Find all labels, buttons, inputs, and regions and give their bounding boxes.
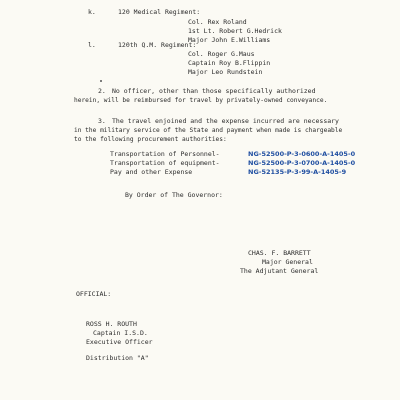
section-l-officer: Captain Roy B.Flippin	[188, 59, 271, 67]
authority-label: Transportation of Personnel-	[110, 150, 220, 158]
section-l-officer: Col. Roger G.Maus	[188, 50, 255, 58]
para-2-line: No officer, other than those specifically authorized	[112, 87, 316, 95]
official-title: Executive Officer	[86, 338, 153, 346]
section-k-officer: 1st Lt. Robert G.Hedrick	[188, 27, 282, 35]
official-name: ROSS H. ROUTH	[86, 320, 137, 328]
section-l-officer: Major Leo Rundstein	[188, 68, 263, 76]
order-line: By Order of The Governor:	[125, 191, 223, 199]
section-k-heading: 120 Medical Regiment:	[118, 8, 201, 16]
section-k-letter: k.	[88, 8, 96, 16]
para-3-number: 3.	[98, 117, 106, 125]
authority-code: NG-52500-P-3-0600-A-1405-0	[248, 150, 356, 158]
section-k-officer: Major John E.Williams	[188, 36, 271, 44]
signer-rank: Major General	[262, 258, 313, 266]
authority-code: NG-52135-P-3-99-A-1405-9	[248, 168, 347, 176]
distribution-line: Distribution "A"	[86, 354, 149, 362]
para-3-line: in the military service of the State and payment when made is chargeable	[74, 127, 343, 134]
para-3-line: The travel enjoined and the expense incurred are necessary	[112, 117, 339, 125]
signer-name: CHAS. F. BARRETT	[248, 249, 311, 257]
authority-label: Transportation of equipment-	[110, 159, 220, 167]
signer-title: The Adjutant General	[240, 267, 319, 275]
official-rank: Captain I.S.D.	[93, 329, 148, 337]
para-2-line: herein, will be reimbursed for travel by privately-owned conveyance.	[74, 97, 328, 104]
official-label: OFFICIAL:	[76, 290, 112, 298]
para-2-number: 2.	[98, 87, 106, 95]
section-k-officer: Col. Rex Roland	[188, 18, 247, 26]
authority-label: Pay and other Expense	[110, 168, 193, 176]
para-3-line: to the following procurement authorities:	[74, 136, 227, 143]
margin-mark	[100, 80, 102, 82]
section-l-letter: l.	[88, 41, 96, 49]
authority-code: NG-52500-P-3-0700-A-1405-0	[248, 159, 356, 167]
section-l-heading: 120th Q.M. Regiment:	[118, 41, 197, 49]
